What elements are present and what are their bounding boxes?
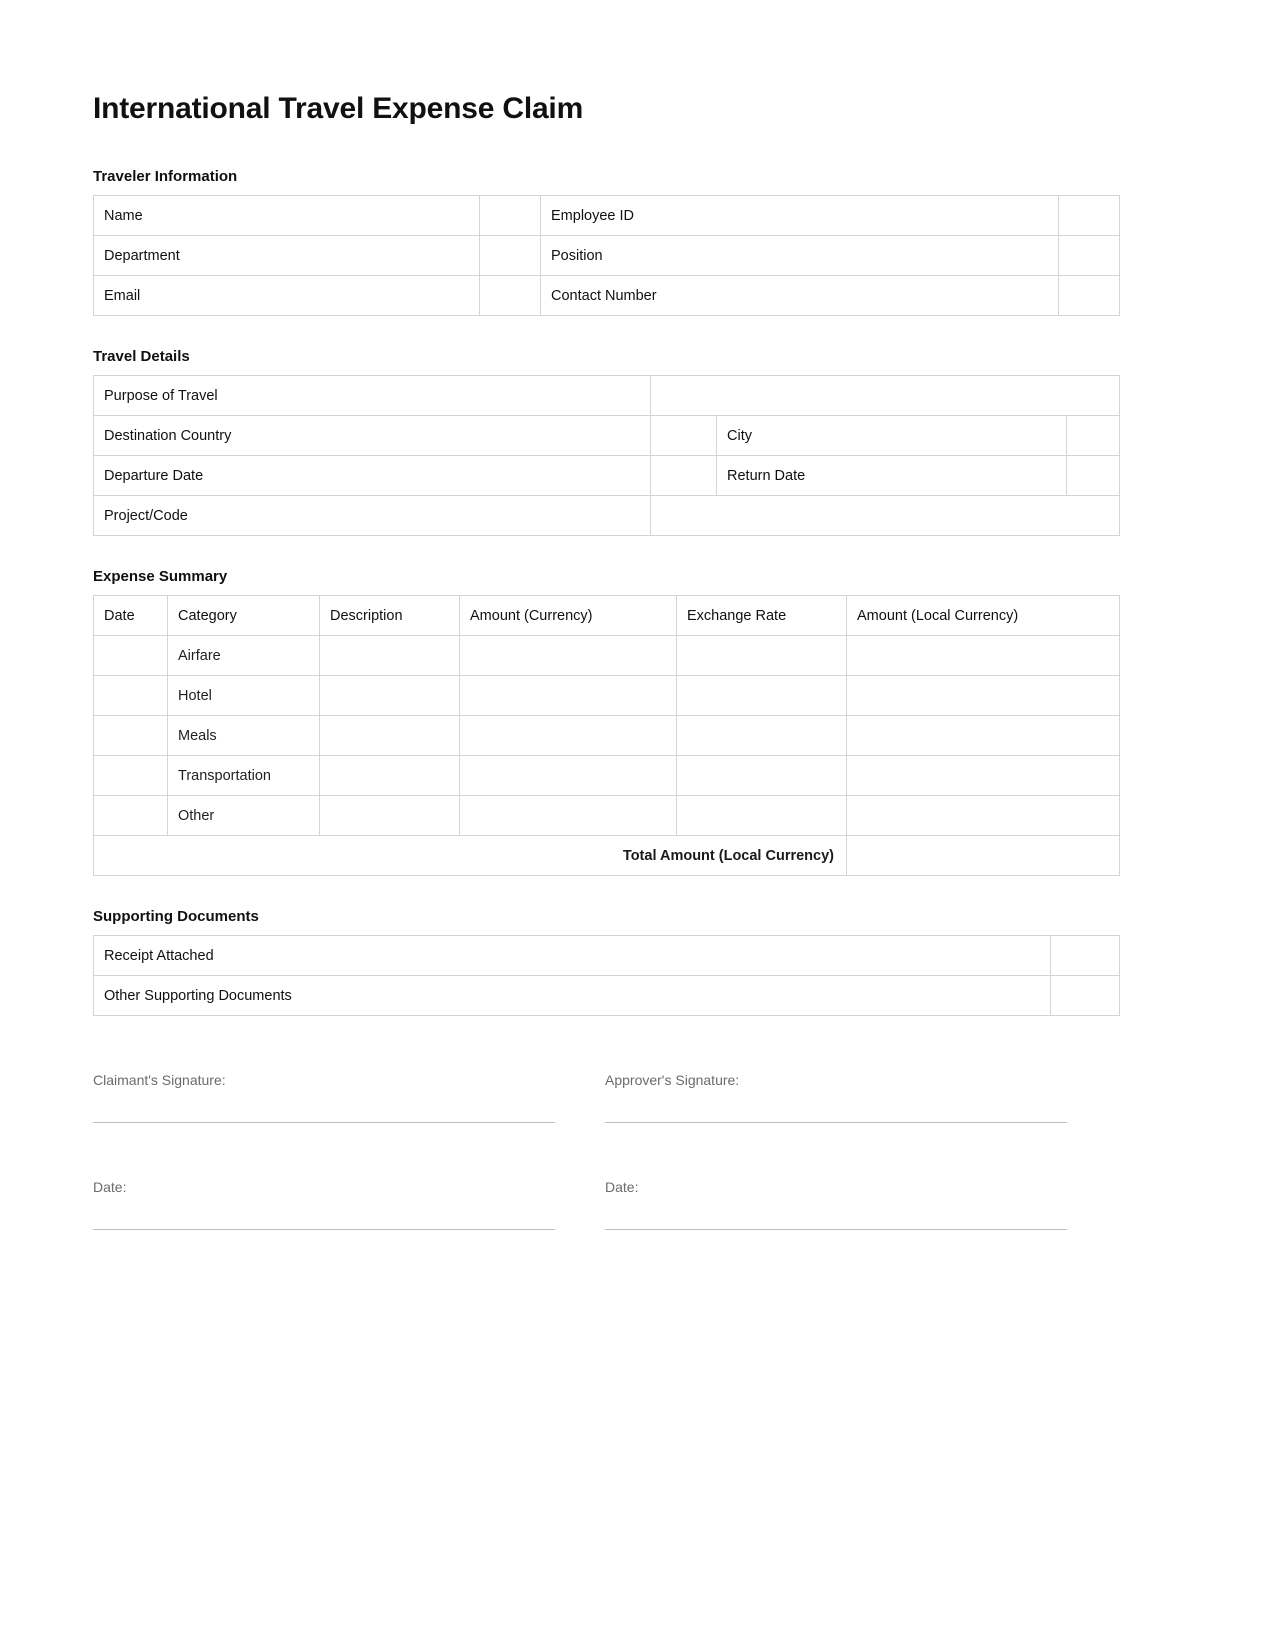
travel-details-section [93, 348, 1118, 536]
expense-summary-section [93, 568, 1118, 876]
approver-date-line[interactable] [605, 1229, 1067, 1230]
claimant-signature-line[interactable] [93, 1122, 555, 1123]
signature-area [93, 1072, 1118, 1230]
table-row [94, 416, 1120, 456]
cell-amount-local-currency[interactable] [847, 676, 1120, 716]
cell-amount-local-currency[interactable] [847, 756, 1120, 796]
field-label-employee-id: Employee ID [541, 196, 1059, 236]
field-label-destination-country: Destination Country [94, 416, 651, 456]
approver-signature-block [605, 1072, 1067, 1230]
field-value-purpose-of-travel[interactable] [651, 376, 1120, 416]
cell-category-meals: Meals [168, 716, 320, 756]
field-label-name: Name [94, 196, 480, 236]
traveler-information-table [93, 195, 1120, 316]
cell-date[interactable] [94, 676, 168, 716]
column-header-description: Description [320, 596, 460, 636]
field-value-position[interactable] [1059, 236, 1120, 276]
cell-date[interactable] [94, 796, 168, 836]
approver-signature-line[interactable] [605, 1122, 1067, 1123]
table-header-row [94, 596, 1120, 636]
cell-amount-currency[interactable] [460, 716, 677, 756]
table-row [94, 196, 1120, 236]
cell-category-hotel: Hotel [168, 676, 320, 716]
expense-summary-table [93, 595, 1120, 876]
traveler-information-heading: Traveler Information [93, 168, 238, 185]
field-value-return-date[interactable] [1067, 456, 1120, 496]
table-row [94, 676, 1120, 716]
cell-description[interactable] [320, 676, 460, 716]
cell-description[interactable] [320, 756, 460, 796]
field-label-return-date: Return Date [717, 456, 1067, 496]
approver-signature-label: Approver's Signature: [605, 1072, 740, 1088]
field-value-departure-date[interactable] [651, 456, 717, 496]
cell-exchange-rate[interactable] [677, 716, 847, 756]
cell-exchange-rate[interactable] [677, 796, 847, 836]
cell-exchange-rate[interactable] [677, 636, 847, 676]
table-row [94, 936, 1120, 976]
field-label-department: Department [94, 236, 480, 276]
field-label-other-supporting-documents: Other Supporting Documents [94, 976, 1051, 1016]
cell-description[interactable] [320, 716, 460, 756]
field-value-department[interactable] [480, 236, 541, 276]
cell-amount-local-currency[interactable] [847, 796, 1120, 836]
cell-amount-local-currency[interactable] [847, 716, 1120, 756]
column-header-exchange-rate: Exchange Rate [677, 596, 847, 636]
traveler-information-section [93, 168, 1118, 316]
cell-amount-currency[interactable] [460, 756, 677, 796]
total-amount-label: Total Amount (Local Currency) [94, 836, 847, 876]
table-row [94, 376, 1120, 416]
supporting-documents-section [93, 908, 1118, 1016]
field-label-receipt-attached: Receipt Attached [94, 936, 1051, 976]
field-label-email: Email [94, 276, 480, 316]
column-header-category: Category [168, 596, 320, 636]
cell-amount-local-currency[interactable] [847, 636, 1120, 676]
table-row [94, 636, 1120, 676]
cell-date[interactable] [94, 756, 168, 796]
cell-description[interactable] [320, 796, 460, 836]
total-amount-value[interactable] [847, 836, 1120, 876]
field-value-email[interactable] [480, 276, 541, 316]
field-value-receipt-attached[interactable] [1051, 936, 1120, 976]
approver-date-label: Date: [605, 1179, 639, 1195]
cell-category-other: Other [168, 796, 320, 836]
table-row [94, 796, 1120, 836]
table-row [94, 456, 1120, 496]
field-value-city[interactable] [1067, 416, 1120, 456]
table-row [94, 496, 1120, 536]
cell-category-airfare: Airfare [168, 636, 320, 676]
field-value-other-supporting-documents[interactable] [1051, 976, 1120, 1016]
claimant-signature-label: Claimant's Signature: [93, 1072, 226, 1088]
cell-description[interactable] [320, 636, 460, 676]
table-total-row [94, 836, 1120, 876]
table-row [94, 236, 1120, 276]
field-value-employee-id[interactable] [1059, 196, 1120, 236]
supporting-documents-table [93, 935, 1120, 1016]
field-value-name[interactable] [480, 196, 541, 236]
table-row [94, 716, 1120, 756]
claimant-date-label: Date: [93, 1179, 127, 1195]
supporting-documents-heading: Supporting Documents [93, 908, 259, 925]
table-row [94, 756, 1120, 796]
cell-date[interactable] [94, 716, 168, 756]
column-header-date: Date [94, 596, 168, 636]
table-row [94, 976, 1120, 1016]
column-header-amount-local-currency: Amount (Local Currency) [847, 596, 1120, 636]
field-label-position: Position [541, 236, 1059, 276]
field-label-departure-date: Departure Date [94, 456, 651, 496]
cell-amount-currency[interactable] [460, 676, 677, 716]
field-label-purpose-of-travel: Purpose of Travel [94, 376, 651, 416]
field-label-contact-number: Contact Number [541, 276, 1059, 316]
column-header-amount-currency: Amount (Currency) [460, 596, 677, 636]
field-label-city: City [717, 416, 1067, 456]
expense-summary-heading: Expense Summary [93, 568, 228, 585]
cell-exchange-rate[interactable] [677, 676, 847, 716]
page-title: International Travel Expense Claim [93, 92, 584, 125]
travel-details-heading: Travel Details [93, 348, 190, 365]
field-value-project-code[interactable] [651, 496, 1120, 536]
field-value-contact-number[interactable] [1059, 276, 1120, 316]
field-label-project-code: Project/Code [94, 496, 651, 536]
travel-details-table [93, 375, 1120, 536]
cell-amount-currency[interactable] [460, 636, 677, 676]
cell-exchange-rate[interactable] [677, 756, 847, 796]
claimant-date-line[interactable] [93, 1229, 555, 1230]
cell-category-transportation: Transportation [168, 756, 320, 796]
table-row [94, 276, 1120, 316]
cell-date[interactable] [94, 636, 168, 676]
field-value-destination-country[interactable] [651, 416, 717, 456]
claimant-signature-block [93, 1072, 555, 1230]
cell-amount-currency[interactable] [460, 796, 677, 836]
